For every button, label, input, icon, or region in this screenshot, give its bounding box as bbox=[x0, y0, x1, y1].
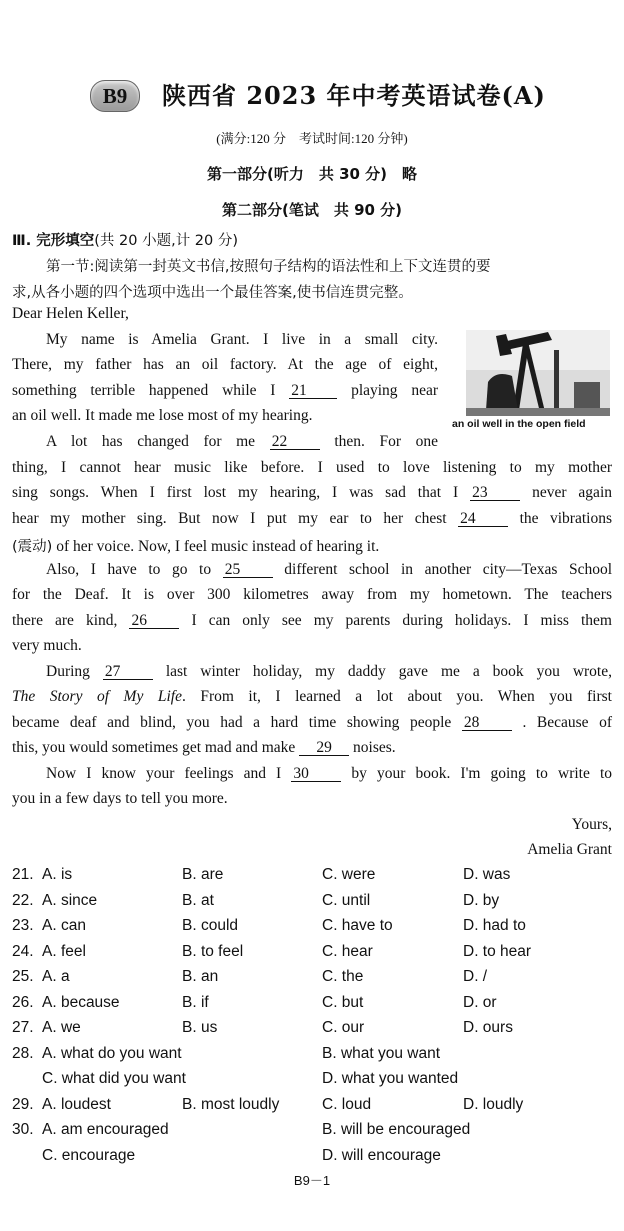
option-a[interactable]: A. because bbox=[42, 994, 120, 1011]
option-b[interactable]: B. an bbox=[182, 968, 219, 985]
question-29 bbox=[12, 1096, 612, 1120]
paper-badge: B9 bbox=[90, 80, 140, 112]
question-number: 21. bbox=[12, 866, 34, 883]
question-25 bbox=[12, 968, 612, 992]
option-b[interactable]: B. if bbox=[182, 994, 209, 1011]
text: . From it, I learned a lot about you. When you first bbox=[181, 688, 612, 705]
option-a[interactable]: A. is bbox=[42, 866, 73, 883]
p4-line-4 bbox=[12, 739, 396, 757]
page-title: 陕西省 2023 年中考英语试卷(A) bbox=[162, 81, 546, 110]
text: Also, I have to go to bbox=[46, 561, 212, 578]
option-b[interactable]: B. to feel bbox=[182, 943, 244, 960]
option-b[interactable]: B. are bbox=[182, 866, 224, 883]
option-a[interactable]: A. what do you want bbox=[42, 1045, 182, 1062]
text: noises. bbox=[353, 739, 396, 756]
blank-24[interactable]: 24 bbox=[458, 511, 508, 527]
question-26 bbox=[12, 994, 612, 1018]
p2-line-1 bbox=[46, 433, 438, 451]
question-number: 30. bbox=[12, 1121, 34, 1138]
p1-line-2: There, my father has an oil factory. At the age of eight, bbox=[12, 356, 438, 373]
text: . Because of bbox=[522, 714, 613, 731]
blank-27[interactable]: 27 bbox=[103, 664, 153, 680]
option-c[interactable]: C. were bbox=[322, 866, 376, 883]
blank-22[interactable]: 22 bbox=[270, 434, 320, 450]
exam-header bbox=[0, 74, 624, 118]
text: became deaf and blind, you had a hard time showing people bbox=[12, 714, 452, 731]
question-30-row-2 bbox=[12, 1147, 612, 1171]
question-28 bbox=[12, 1045, 612, 1069]
question-number: 24. bbox=[12, 943, 34, 960]
p2-line-5 bbox=[12, 535, 379, 556]
question-27 bbox=[12, 1019, 612, 1043]
instruction-line-1: 第一节:阅读第一封英文书信,按照句子结构的语法性和上下文连贯的要 bbox=[46, 259, 491, 275]
part2-heading: 第二部分(笔试 共 90 分) bbox=[221, 201, 403, 219]
option-c[interactable]: C. have to bbox=[322, 917, 393, 934]
blank-21[interactable]: 21 bbox=[289, 383, 337, 399]
question-number: 29. bbox=[12, 1096, 34, 1113]
question-28-row-2 bbox=[12, 1070, 612, 1094]
option-c[interactable]: C. until bbox=[322, 892, 371, 909]
p2-line-2: thing, I cannot hear music like before. I used to love listening to my mother bbox=[12, 459, 612, 476]
p1-line-3 bbox=[12, 382, 438, 400]
question-number: 27. bbox=[12, 1019, 34, 1036]
page-number: B9－1 bbox=[293, 1173, 331, 1188]
text: by your book. I'm going to write to bbox=[351, 765, 612, 782]
p3-line-2: for the Deaf. It is over 300 kilometres away from my hometown. The teachers bbox=[12, 586, 612, 603]
text: there are kind, bbox=[12, 612, 118, 629]
p3-line-1 bbox=[46, 561, 612, 579]
blank-23[interactable]: 23 bbox=[470, 485, 520, 501]
option-b[interactable]: B. will be encouraged bbox=[322, 1121, 471, 1138]
text: A lot has changed for me bbox=[46, 433, 256, 450]
question-number: 25. bbox=[12, 968, 34, 985]
p5-line-1 bbox=[46, 765, 612, 783]
option-d[interactable]: D. will encourage bbox=[322, 1147, 441, 1164]
blank-28[interactable]: 28 bbox=[462, 715, 512, 731]
p4-line-3 bbox=[12, 714, 612, 732]
text: something terrible happened while I bbox=[12, 382, 276, 399]
blank-30[interactable]: 30 bbox=[291, 766, 341, 782]
blank-25[interactable]: 25 bbox=[223, 562, 273, 578]
option-d[interactable]: D. to hear bbox=[463, 943, 532, 960]
question-21 bbox=[12, 866, 612, 890]
option-c[interactable]: C. our bbox=[322, 1019, 365, 1036]
p3-line-3 bbox=[12, 612, 612, 630]
question-30 bbox=[12, 1121, 612, 1145]
option-a[interactable]: A. can bbox=[42, 917, 86, 934]
option-c[interactable]: C. encourage bbox=[42, 1147, 136, 1164]
question-24 bbox=[12, 943, 612, 967]
option-d[interactable]: D. / bbox=[463, 968, 488, 985]
option-d[interactable]: D. had to bbox=[463, 917, 526, 934]
question-number: 23. bbox=[12, 917, 34, 934]
text: different school in another city—Texas School bbox=[284, 561, 613, 578]
p3-line-4: very much. bbox=[12, 637, 82, 654]
option-d[interactable]: D. what you wanted bbox=[322, 1070, 459, 1087]
text: hear my mother sing. But now I put my ear to her chest bbox=[12, 510, 447, 527]
option-d[interactable]: D. or bbox=[463, 994, 497, 1011]
option-a[interactable]: A. we bbox=[42, 1019, 81, 1036]
blank-29[interactable]: 29 bbox=[299, 740, 349, 756]
option-d[interactable]: D. by bbox=[463, 892, 500, 909]
option-b[interactable]: B. at bbox=[182, 892, 214, 909]
option-d[interactable]: D. ours bbox=[463, 1019, 513, 1036]
option-b[interactable]: B. what you want bbox=[322, 1045, 441, 1062]
blank-26[interactable]: 26 bbox=[129, 613, 179, 629]
option-c[interactable]: C. loud bbox=[322, 1096, 372, 1113]
option-a[interactable]: A. loudest bbox=[42, 1096, 111, 1113]
question-23 bbox=[12, 917, 612, 941]
text: (震动) bbox=[12, 539, 53, 555]
option-b[interactable]: B. us bbox=[182, 1019, 218, 1036]
text: last winter holiday, my daddy gave me a book you wrote, bbox=[165, 663, 612, 680]
oil-well-photo bbox=[466, 330, 610, 416]
p2-line-3 bbox=[12, 484, 612, 502]
option-c[interactable]: C. hear bbox=[322, 943, 373, 960]
p5-line-2: you in a few days to tell you more. bbox=[12, 790, 228, 807]
text: sing songs. When I first lost my hearing, I was sad that I bbox=[12, 484, 459, 501]
p1-line-4: an oil well. It made me lose most of my hearing. bbox=[12, 407, 313, 424]
option-a[interactable]: A. since bbox=[42, 892, 98, 909]
text: playing near bbox=[351, 382, 439, 399]
text: this, you would sometimes get mad and make bbox=[12, 739, 296, 756]
option-d[interactable]: D. was bbox=[463, 866, 511, 883]
letter-closing: Yours, bbox=[571, 816, 612, 833]
option-b[interactable]: B. most loudly bbox=[182, 1096, 280, 1113]
question-number: 26. bbox=[12, 994, 34, 1011]
section-heading: Ⅲ. 完形填空 bbox=[12, 233, 95, 249]
p4-line-2 bbox=[12, 688, 612, 706]
book-title: The Story of My Life bbox=[12, 688, 182, 705]
text: then. For one bbox=[334, 433, 439, 450]
text: I can only see my parents during holidays. I miss them bbox=[191, 612, 612, 629]
text: never again bbox=[532, 484, 612, 501]
exam-meta: (满分:120 分 考试时间:120 分钟) bbox=[216, 131, 408, 146]
section-heading-line bbox=[12, 229, 238, 250]
part1-heading: 第一部分(听力 共 30 分) 略 bbox=[206, 165, 418, 183]
question-22 bbox=[12, 892, 612, 916]
question-number: 28. bbox=[12, 1045, 34, 1062]
option-c[interactable]: C. what did you want bbox=[42, 1070, 186, 1087]
letter-signature: Amelia Grant bbox=[527, 841, 612, 858]
option-d[interactable]: D. loudly bbox=[463, 1096, 524, 1113]
p2-line-4 bbox=[12, 510, 612, 528]
oil-well-image bbox=[466, 330, 610, 416]
option-a[interactable]: A. am encouraged bbox=[42, 1121, 169, 1138]
option-a[interactable]: A. a bbox=[42, 968, 70, 985]
p1-line-1: My name is Amelia Grant. I live in a small city. bbox=[46, 331, 438, 348]
letter-salutation: Dear Helen Keller, bbox=[12, 305, 129, 322]
option-b[interactable]: B. could bbox=[182, 917, 239, 934]
option-a[interactable]: A. feel bbox=[42, 943, 86, 960]
question-number: 22. bbox=[12, 892, 34, 909]
option-c[interactable]: C. but bbox=[322, 994, 364, 1011]
text: During bbox=[46, 663, 90, 680]
photo-caption: an oil well in the open field bbox=[452, 418, 586, 430]
text: of her voice. Now, I feel music instead of hearing it. bbox=[56, 538, 380, 555]
text: Now I know your feelings and I bbox=[46, 765, 282, 782]
instruction-line-2: 求,从各小题的四个选项中选出一个最佳答案,使书信连贯完整。 bbox=[12, 285, 413, 301]
option-c[interactable]: C. the bbox=[322, 968, 364, 985]
text: the vibrations bbox=[519, 510, 612, 527]
section-note: (共 20 小题,计 20 分) bbox=[94, 233, 239, 249]
p4-line-1 bbox=[46, 663, 612, 681]
